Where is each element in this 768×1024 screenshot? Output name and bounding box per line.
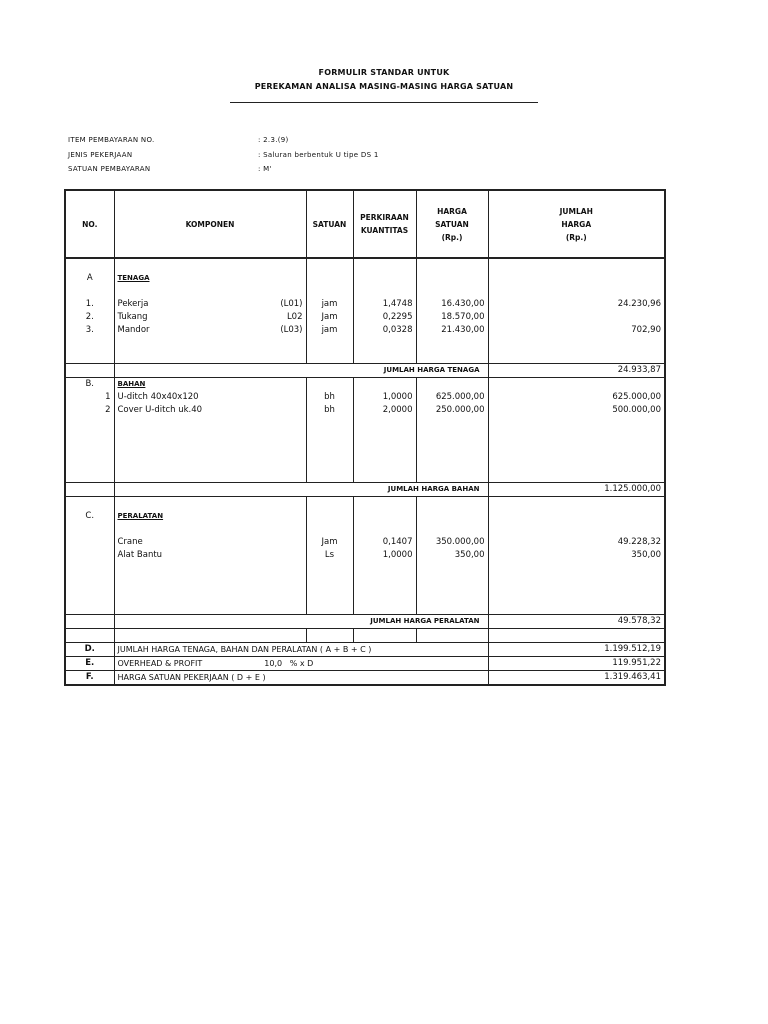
row-no: 2. <box>65 311 114 324</box>
total-value-d: 1.199.512,19 <box>488 643 665 657</box>
total-code-f: F. <box>65 671 114 686</box>
total-value-f: 1.319.463,41 <box>488 671 665 686</box>
row-total: 350,00 <box>488 549 665 562</box>
header-jumlah-line3: (Rp.) <box>565 232 587 242</box>
row-unit: bh <box>306 391 353 404</box>
subtotal-row-bahan <box>65 483 665 497</box>
row-code: (L01) <box>280 299 303 309</box>
row-qty: 0,2295 <box>353 311 416 324</box>
row-name: Alat Bantu <box>114 549 306 562</box>
form-title-line2: PEREKAMAN ANALISA MASING-MASING HARGA SATUAN <box>254 82 514 91</box>
info-value-item: : 2.3.(9) <box>258 136 289 144</box>
table-row <box>65 404 665 417</box>
header-satuan: SATUAN <box>306 190 353 258</box>
row-total: 702,90 <box>488 324 665 337</box>
info-label-jenis: JENIS PEKERJAAN <box>68 151 133 159</box>
header-harga-line1: HARGA <box>437 206 467 216</box>
row-price: 250.000,00 <box>416 404 488 417</box>
info-label-satuan: SATUAN PEMBAYARAN <box>68 165 151 173</box>
header-jumlah <box>488 190 665 258</box>
table-row <box>65 549 665 562</box>
total-row-f <box>65 671 665 686</box>
total-value-e: 119.951,22 <box>488 657 665 671</box>
table-row <box>65 324 665 337</box>
header-kuantitas-line1: PERKIRAAN <box>360 213 409 222</box>
info-value-jenis: : Saluran berbentuk U tipe DS 1 <box>258 151 379 159</box>
title-underline <box>230 102 538 103</box>
row-unit: Jam <box>306 536 353 549</box>
total-row-d <box>65 643 665 657</box>
section-row-peralatan <box>65 510 665 523</box>
form-title-line1: FORMULIR STANDAR UNTUK <box>318 68 450 77</box>
row-name: Tukang <box>117 312 148 322</box>
subtotal-row-tenaga <box>65 364 665 378</box>
row-qty: 1,0000 <box>353 549 416 562</box>
header-jumlah-line1: JUMLAH <box>559 206 593 216</box>
row-price: 625.000,00 <box>416 391 488 404</box>
row-komponen <box>114 324 306 337</box>
analysis-table <box>64 189 666 686</box>
row-qty: 0,0328 <box>353 324 416 337</box>
header-kuantitas <box>353 190 416 258</box>
row-unit: bh <box>306 404 353 417</box>
section-row-tenaga <box>65 272 665 285</box>
header-kuantitas-line2: KUANTITAS <box>360 226 409 235</box>
header-no: NO. <box>65 190 114 258</box>
row-no: 1. <box>65 298 114 311</box>
subtotal-label-bahan: JUMLAH HARGA BAHAN <box>114 483 488 497</box>
subtotal-value-tenaga: 24.933,87 <box>488 364 665 378</box>
row-code: (L03) <box>280 325 303 335</box>
header-harga-line2: SATUAN <box>435 219 469 229</box>
row-qty: 1,0000 <box>353 391 416 404</box>
total-code-e: E. <box>65 657 114 671</box>
row-name: Pekerja <box>117 299 149 309</box>
subtotal-row-peralatan <box>65 615 665 629</box>
table-row <box>65 298 665 311</box>
row-total: 500.000,00 <box>488 404 665 417</box>
row-no: 3. <box>65 324 114 337</box>
row-price: 350.000,00 <box>416 536 488 549</box>
subtotal-label-tenaga: JUMLAH HARGA TENAGA <box>114 364 488 378</box>
section-name-bahan: BAHAN <box>114 378 306 392</box>
table-row <box>65 311 665 324</box>
total-code-d: D. <box>65 643 114 657</box>
row-name: Cover U-ditch uk.40 <box>114 404 306 417</box>
subtotal-value-peralatan: 49.578,32 <box>488 615 665 629</box>
row-total: 24.230,96 <box>488 298 665 311</box>
row-qty: 1,4748 <box>353 298 416 311</box>
row-name: Mandor <box>117 325 150 335</box>
overhead-label: OVERHEAD & PROFIT <box>117 659 203 668</box>
subtotal-value-bahan: 1.125.000,00 <box>488 483 665 497</box>
row-total: 49.228,32 <box>488 536 665 549</box>
section-name-peralatan: PERALATAN <box>114 510 306 523</box>
row-unit: Ls <box>306 549 353 562</box>
total-label-f: HARGA SATUAN PEKERJAAN ( D + E ) <box>114 671 488 686</box>
total-label-e <box>114 657 488 671</box>
section-code-a: A <box>65 272 114 285</box>
total-row-e <box>65 657 665 671</box>
section-row-bahan <box>65 378 665 392</box>
overhead-percent: 10,0 <box>264 659 283 668</box>
section-code-b: B. <box>65 378 114 392</box>
row-price: 16.430,00 <box>416 298 488 311</box>
table-header-row <box>65 190 665 258</box>
overhead-formula: % x D <box>289 659 314 668</box>
header-jumlah-line2: HARGA <box>561 219 592 229</box>
info-value-satuan: : M' <box>258 165 272 173</box>
row-price: 18.570,00 <box>416 311 488 324</box>
row-qty: 0,1407 <box>353 536 416 549</box>
row-unit: jam <box>306 298 353 311</box>
info-label-item: ITEM PEMBAYARAN NO. <box>68 136 155 144</box>
row-unit: Jam <box>306 311 353 324</box>
row-name: Crane <box>114 536 306 549</box>
row-komponen <box>114 298 306 311</box>
table-row <box>65 536 665 549</box>
row-price: 350,00 <box>416 549 488 562</box>
subtotal-label-peralatan: JUMLAH HARGA PERALATAN <box>114 615 488 629</box>
row-komponen <box>114 311 306 324</box>
row-name: U-ditch 40x40x120 <box>114 391 306 404</box>
row-price: 21.430,00 <box>416 324 488 337</box>
section-code-c: C. <box>65 510 114 523</box>
header-harga <box>416 190 488 258</box>
row-total: 625.000,00 <box>488 391 665 404</box>
row-total <box>488 311 665 324</box>
row-code: L02 <box>286 312 303 322</box>
header-komponen: KOMPONEN <box>114 190 306 258</box>
header-harga-line3: (Rp.) <box>441 232 463 242</box>
row-no: 1 <box>65 391 114 404</box>
table-row <box>65 391 665 404</box>
total-label-d: JUMLAH HARGA TENAGA, BAHAN DAN PERALATAN ( A + B + C ) <box>114 643 488 657</box>
section-name-tenaga: TENAGA <box>114 272 306 285</box>
row-unit: jam <box>306 324 353 337</box>
row-qty: 2,0000 <box>353 404 416 417</box>
row-no: 2 <box>65 404 114 417</box>
